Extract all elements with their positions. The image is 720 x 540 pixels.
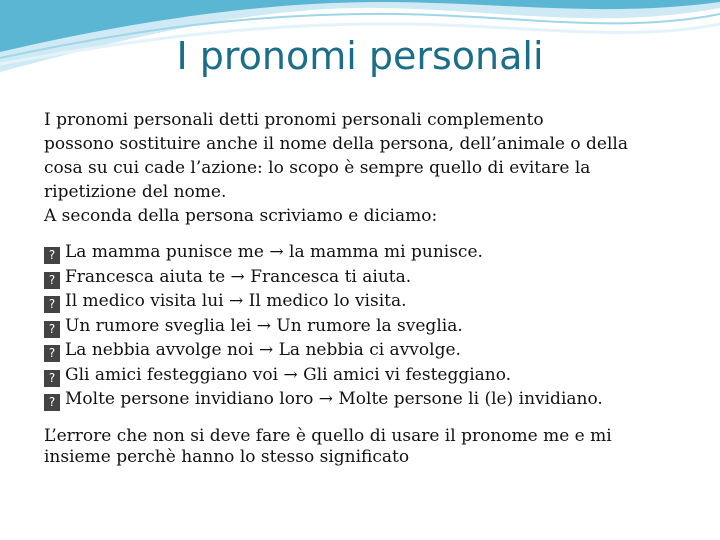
example-text: La nebbia avvolge noi → La nebbia ci avvolge.	[65, 340, 461, 360]
example-item	[44, 387, 684, 412]
example-item	[44, 363, 684, 388]
intro-line: ripetizione del nome.	[44, 182, 227, 202]
example-text: Francesca aiuta te → Francesca ti aiuta.	[65, 266, 412, 287]
intro-paragraph	[44, 108, 684, 228]
example-item	[44, 240, 684, 265]
example-item	[44, 265, 684, 290]
example-text: La mamma punisce me → la mamma mi punisce.	[65, 242, 483, 262]
bullet-icon: ?	[44, 247, 60, 264]
bullet-icon: ?	[44, 321, 60, 338]
example-text: Un rumore sveglia lei → Un rumore la sveglia.	[65, 315, 463, 336]
example-text: Il medico visita lui → Il medico lo visita.	[65, 291, 407, 311]
intro-line: possono sostituire anche il nome della persona, dell’animale o della	[44, 134, 628, 154]
bullet-icon: ?	[44, 370, 60, 387]
example-text: Molte persone invidiano loro → Molte persone li (le) invidiano.	[65, 389, 603, 409]
examples-list	[44, 240, 684, 412]
example-item	[44, 289, 684, 314]
example-item	[44, 338, 684, 363]
intro-line: cosa su cui cade l’azione: lo scopo è sempre quello di evitare la	[44, 158, 591, 178]
bullet-icon: ?	[44, 345, 60, 362]
intro-line: A seconda della persona scriviamo e diciamo:	[44, 206, 438, 226]
intro-line: I pronomi personali detti pronomi personali complemento	[44, 110, 544, 130]
example-text: Gli amici festeggiano voi → Gli amici vi festeggiano.	[65, 364, 512, 385]
slide-title: I pronomi personali	[176, 34, 544, 78]
bullet-icon: ?	[44, 272, 60, 289]
bullet-icon: ?	[44, 394, 60, 411]
example-item	[44, 314, 684, 339]
note-line: L’errore che non si deve fare è quello di usare il pronome me e mi	[44, 425, 612, 446]
note-paragraph	[44, 426, 684, 468]
bullet-icon: ?	[44, 296, 60, 313]
note-line: insieme perchè hanno lo stesso significato	[44, 446, 410, 467]
slide-body	[44, 108, 684, 468]
